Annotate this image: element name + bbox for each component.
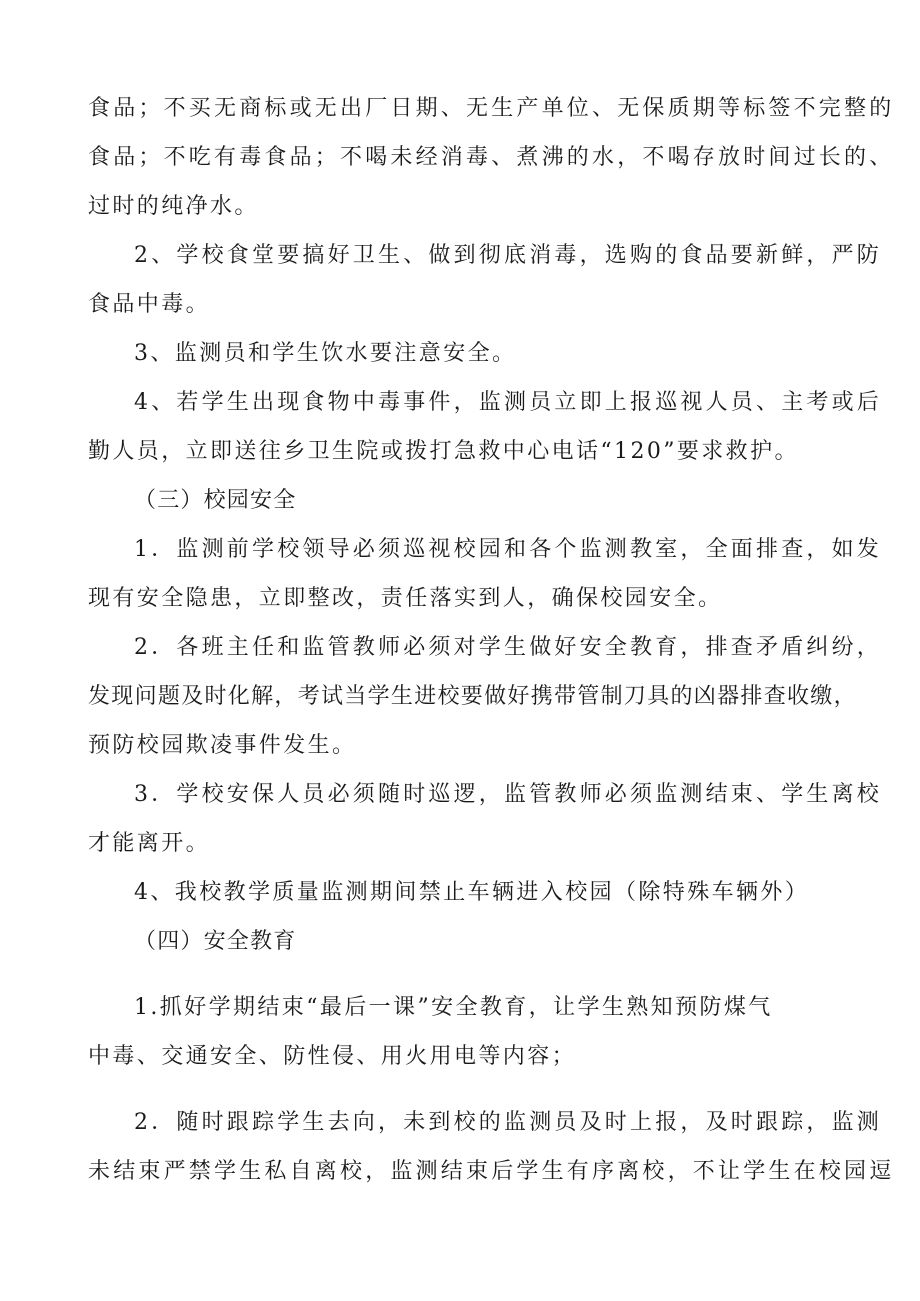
paragraph-line: 4、若学生出现食物中毒事件，监测员立即上报巡视人员、主考或后: [134, 390, 882, 415]
paragraph-line: 现有安全隐患，立即整改，责任落实到人，确保校园安全。: [88, 586, 723, 611]
section-heading: （四）安全教育: [134, 929, 297, 954]
paragraph-line: 3、监测员和学生饮水要注意安全。: [134, 341, 517, 366]
paragraph-line: 才能离开。: [88, 831, 211, 856]
paragraph-line: 食品中毒。: [88, 292, 211, 317]
paragraph-line: 3．学校安保人员必须随时巡逻，监管教师必须监测结束、学生离校: [134, 782, 882, 807]
paragraph-line: 4、我校教学质量监测期间禁止车辆进入校园（除特殊车辆外）: [134, 880, 810, 905]
paragraph-line: 勤人员，立即送往乡卫生院或拨打急救中心电话“120”要求救护。: [88, 439, 799, 464]
section-heading: （三）校园安全: [134, 488, 297, 513]
paragraph-line: 1．监测前学校领导必须巡视校园和各个监测教室，全面排查，如发: [134, 537, 882, 562]
paragraph-line: 2．随时跟踪学生去向，未到校的监测员及时上报，及时跟踪，监测: [134, 1110, 882, 1135]
paragraph-line: 食品；不吃有毒食品；不喝未经消毒、煮沸的水，不喝存放时间过长的、: [88, 145, 895, 170]
paragraph-line: 预防校园欺凌事件发生。: [88, 733, 357, 758]
paragraph-line: 2．各班主任和监管教师必须对学生做好安全教育，排查矛盾纠纷，: [134, 635, 882, 660]
paragraph-line: 发现问题及时化解，考试当学生进校要做好携带管制刀具的凶器排查收缴，: [88, 684, 857, 709]
paragraph-line: 2、学校食堂要搞好卫生、做到彻底消毒，选购的食品要新鲜，严防: [134, 243, 882, 268]
paragraph-line: 1.抓好学期结束“最后一课”安全教育，让学生熟知预防煤气: [134, 995, 773, 1020]
paragraph-line: 食品；不买无商标或无出厂日期、无生产单位、无保质期等标签不完整的: [88, 96, 895, 121]
paragraph-line: 未结束严禁学生私自离校，监测结束后学生有序离校，不让学生在校园逗: [88, 1159, 895, 1184]
paragraph-line: 中毒、交通安全、防性侵、用火用电等内容；: [88, 1044, 577, 1069]
paragraph-line: 过时的纯净水。: [88, 194, 259, 219]
